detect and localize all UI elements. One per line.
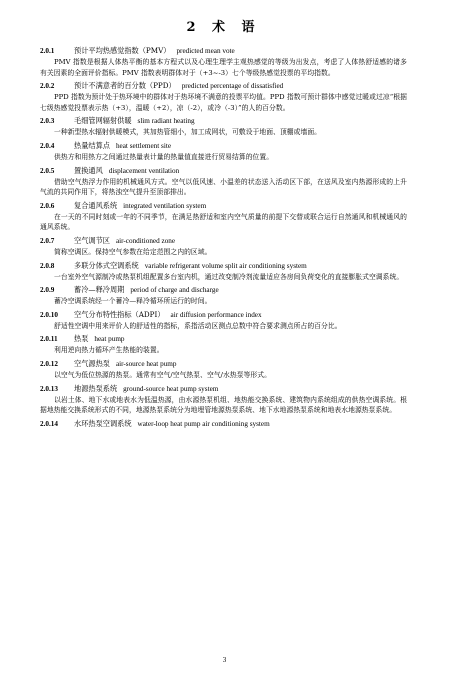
term-number: 2.0.8 bbox=[40, 261, 55, 270]
term-definition: PMV 指数是根据人体热平衡的基本方程式以及心理生理学主观热感觉的等级为出发点，考虑了人体热舒适感的诸多有关因素的全面评价指标。PMV 指数表明群体对于（+3~-3）七个等级热感觉投票的平均指数。 bbox=[40, 58, 407, 77]
term-entry bbox=[40, 140, 407, 163]
term-chinese: 蓄冷—释冷周期 bbox=[74, 285, 125, 295]
term-chinese: 空气源热泵 bbox=[74, 358, 110, 368]
term-heading bbox=[40, 45, 407, 57]
term-entry bbox=[40, 418, 407, 430]
term-entry bbox=[40, 115, 407, 138]
term-number: 2.0.9 bbox=[40, 286, 55, 295]
term-english: heat pump bbox=[94, 335, 125, 344]
term-number: 2.0.4 bbox=[40, 141, 55, 150]
term-heading bbox=[40, 260, 407, 272]
term-entry bbox=[40, 309, 407, 332]
term-entry bbox=[40, 333, 407, 356]
term-number: 2.0.10 bbox=[40, 310, 58, 319]
term-english: air-source heat pump bbox=[115, 359, 177, 368]
term-definition: 在一天的不同时刻或一年的不同季节，在满足热舒适和室内空气质量的前提下交替或联合运行自然通风和机械通风的通风系统。 bbox=[40, 212, 407, 232]
term-entry bbox=[40, 284, 407, 307]
term-entry bbox=[40, 165, 407, 198]
term-number: 2.0.3 bbox=[40, 117, 55, 126]
term-number: 2.0.1 bbox=[40, 47, 55, 55]
term-heading bbox=[40, 235, 407, 247]
term-entry bbox=[40, 358, 407, 381]
term-chinese: 预计平均热感觉指数（PMV） bbox=[74, 46, 171, 55]
term-chinese: 空气分布特性指标（ADPI） bbox=[74, 309, 165, 319]
term-chinese: 热量结算点 bbox=[74, 140, 110, 150]
term-number: 2.0.2 bbox=[40, 82, 55, 91]
term-english: water-loop heat pump air conditioning system bbox=[137, 419, 270, 428]
term-heading bbox=[40, 80, 407, 92]
term-entry bbox=[40, 235, 407, 258]
term-english: air-conditioned zone bbox=[115, 236, 176, 245]
term-heading bbox=[40, 165, 407, 177]
document-page bbox=[0, 20, 449, 683]
term-number: 2.0.5 bbox=[40, 166, 55, 175]
term-heading bbox=[40, 284, 407, 296]
term-entry bbox=[40, 45, 407, 78]
term-definition: 以岩土体、地下水或地表水为低温热源，由水源热泵机组、地热能交换系统、建筑物内系统组成的供热空调系统。根据地热能交换系统形式的不同，地源热泵系统分为地埋管地源热泵系统、地下水地源热泵系统和地表水地源热泵系统。 bbox=[40, 395, 407, 415]
term-number: 2.0.12 bbox=[40, 359, 58, 368]
term-chinese: 复合通风系统 bbox=[74, 200, 118, 210]
term-chinese: 毛细管网辐射供暖 bbox=[74, 116, 132, 126]
term-english: integrated ventilation system bbox=[123, 201, 207, 210]
term-heading bbox=[40, 383, 407, 395]
term-chinese: 预计不满意者的百分数（PPD） bbox=[74, 81, 176, 91]
term-number: 2.0.11 bbox=[40, 335, 58, 344]
term-chinese: 地源热泵系统 bbox=[74, 383, 118, 393]
term-heading bbox=[40, 309, 407, 321]
chapter-title: 2 术 语 bbox=[186, 20, 261, 35]
term-chinese: 水环热泵空调系统 bbox=[74, 418, 132, 428]
term-chinese: 置换通风 bbox=[74, 165, 103, 175]
term-english: heat settlement site bbox=[115, 141, 172, 150]
term-definition: 借助空气热浮力作用的机械通风方式。空气以低风速、小温差的状态送入活动区下部，在送风及室内热源形成的上升气流的共同作用下，将热浊空气提升至顶部排出。 bbox=[40, 177, 407, 197]
term-entry bbox=[40, 260, 407, 283]
term-english: displacement ventilation bbox=[108, 166, 180, 175]
term-definition: 简称空调区。保持空气参数在给定范围之内的区域。 bbox=[54, 247, 212, 256]
term-definition: 一台室外空气源制冷或热泵机组配置多台室内机，通过改变制冷剂流量适应各房间负荷变化的直接膨胀式空调系统。 bbox=[54, 272, 404, 281]
term-english: ground-source heat pump system bbox=[123, 384, 219, 393]
term-entry bbox=[40, 200, 407, 233]
term-entry bbox=[40, 80, 407, 113]
term-english: period of charge and discharge bbox=[130, 286, 219, 295]
page-number: 3 bbox=[222, 656, 227, 664]
term-entry bbox=[40, 383, 407, 416]
term-definition: 利用逆向热力循环产生热能的装置。 bbox=[54, 346, 164, 355]
term-heading bbox=[40, 200, 407, 212]
term-number: 2.0.6 bbox=[40, 201, 55, 210]
term-english: predicted percentage of dissatisfied bbox=[181, 82, 284, 91]
term-english: air diffusion performance index bbox=[170, 310, 262, 319]
term-english: slim radiant heating bbox=[137, 117, 195, 126]
term-definition: PPD 指数为预计处于热环境中的群体对于热环境不满意的投票平均值。PPD 指数可预计群体中感觉过暖或过凉“根据七级热感觉投票表示热（+3），温暖（+2），凉（-2），或冷（-3）”的人的百分数。 bbox=[40, 93, 407, 112]
term-definition: 以空气为低位热源的热泵。通常有空气/空气热泵、空气/水热泵等形式。 bbox=[54, 370, 271, 379]
term-english: variable refrigerant volume split air conditioning system bbox=[144, 261, 307, 270]
term-english: predicted mean vote bbox=[176, 47, 235, 55]
term-definition: 舒适性空调中用来评价人的舒适性的指标，系指活动区测点总数中符合要求测点所占的百分比。 bbox=[54, 321, 342, 330]
term-definition: 一种新型热水辐射供暖模式，其加热管细小，加工成网状，可敷设于地面、顶棚或墙面。 bbox=[54, 128, 322, 137]
term-definition: 供热方和用热方之间通过热量表计量的热量值直接进行贸易结算的位置。 bbox=[54, 152, 274, 161]
term-chinese: 多联分体式空调系统 bbox=[74, 260, 139, 270]
term-heading bbox=[40, 115, 407, 127]
term-heading bbox=[40, 418, 407, 430]
term-heading bbox=[40, 358, 407, 370]
term-list bbox=[40, 45, 407, 430]
term-number: 2.0.14 bbox=[40, 419, 58, 428]
term-chinese: 热泵 bbox=[74, 334, 89, 344]
term-heading bbox=[40, 140, 407, 152]
term-definition: 蓄冷空调系统经一个蓄冷—释冷循环所运行的时间。 bbox=[54, 297, 212, 306]
term-chinese: 空气调节区 bbox=[74, 235, 110, 245]
term-number: 2.0.7 bbox=[40, 236, 55, 245]
term-heading bbox=[40, 333, 407, 345]
term-number: 2.0.13 bbox=[40, 384, 58, 393]
